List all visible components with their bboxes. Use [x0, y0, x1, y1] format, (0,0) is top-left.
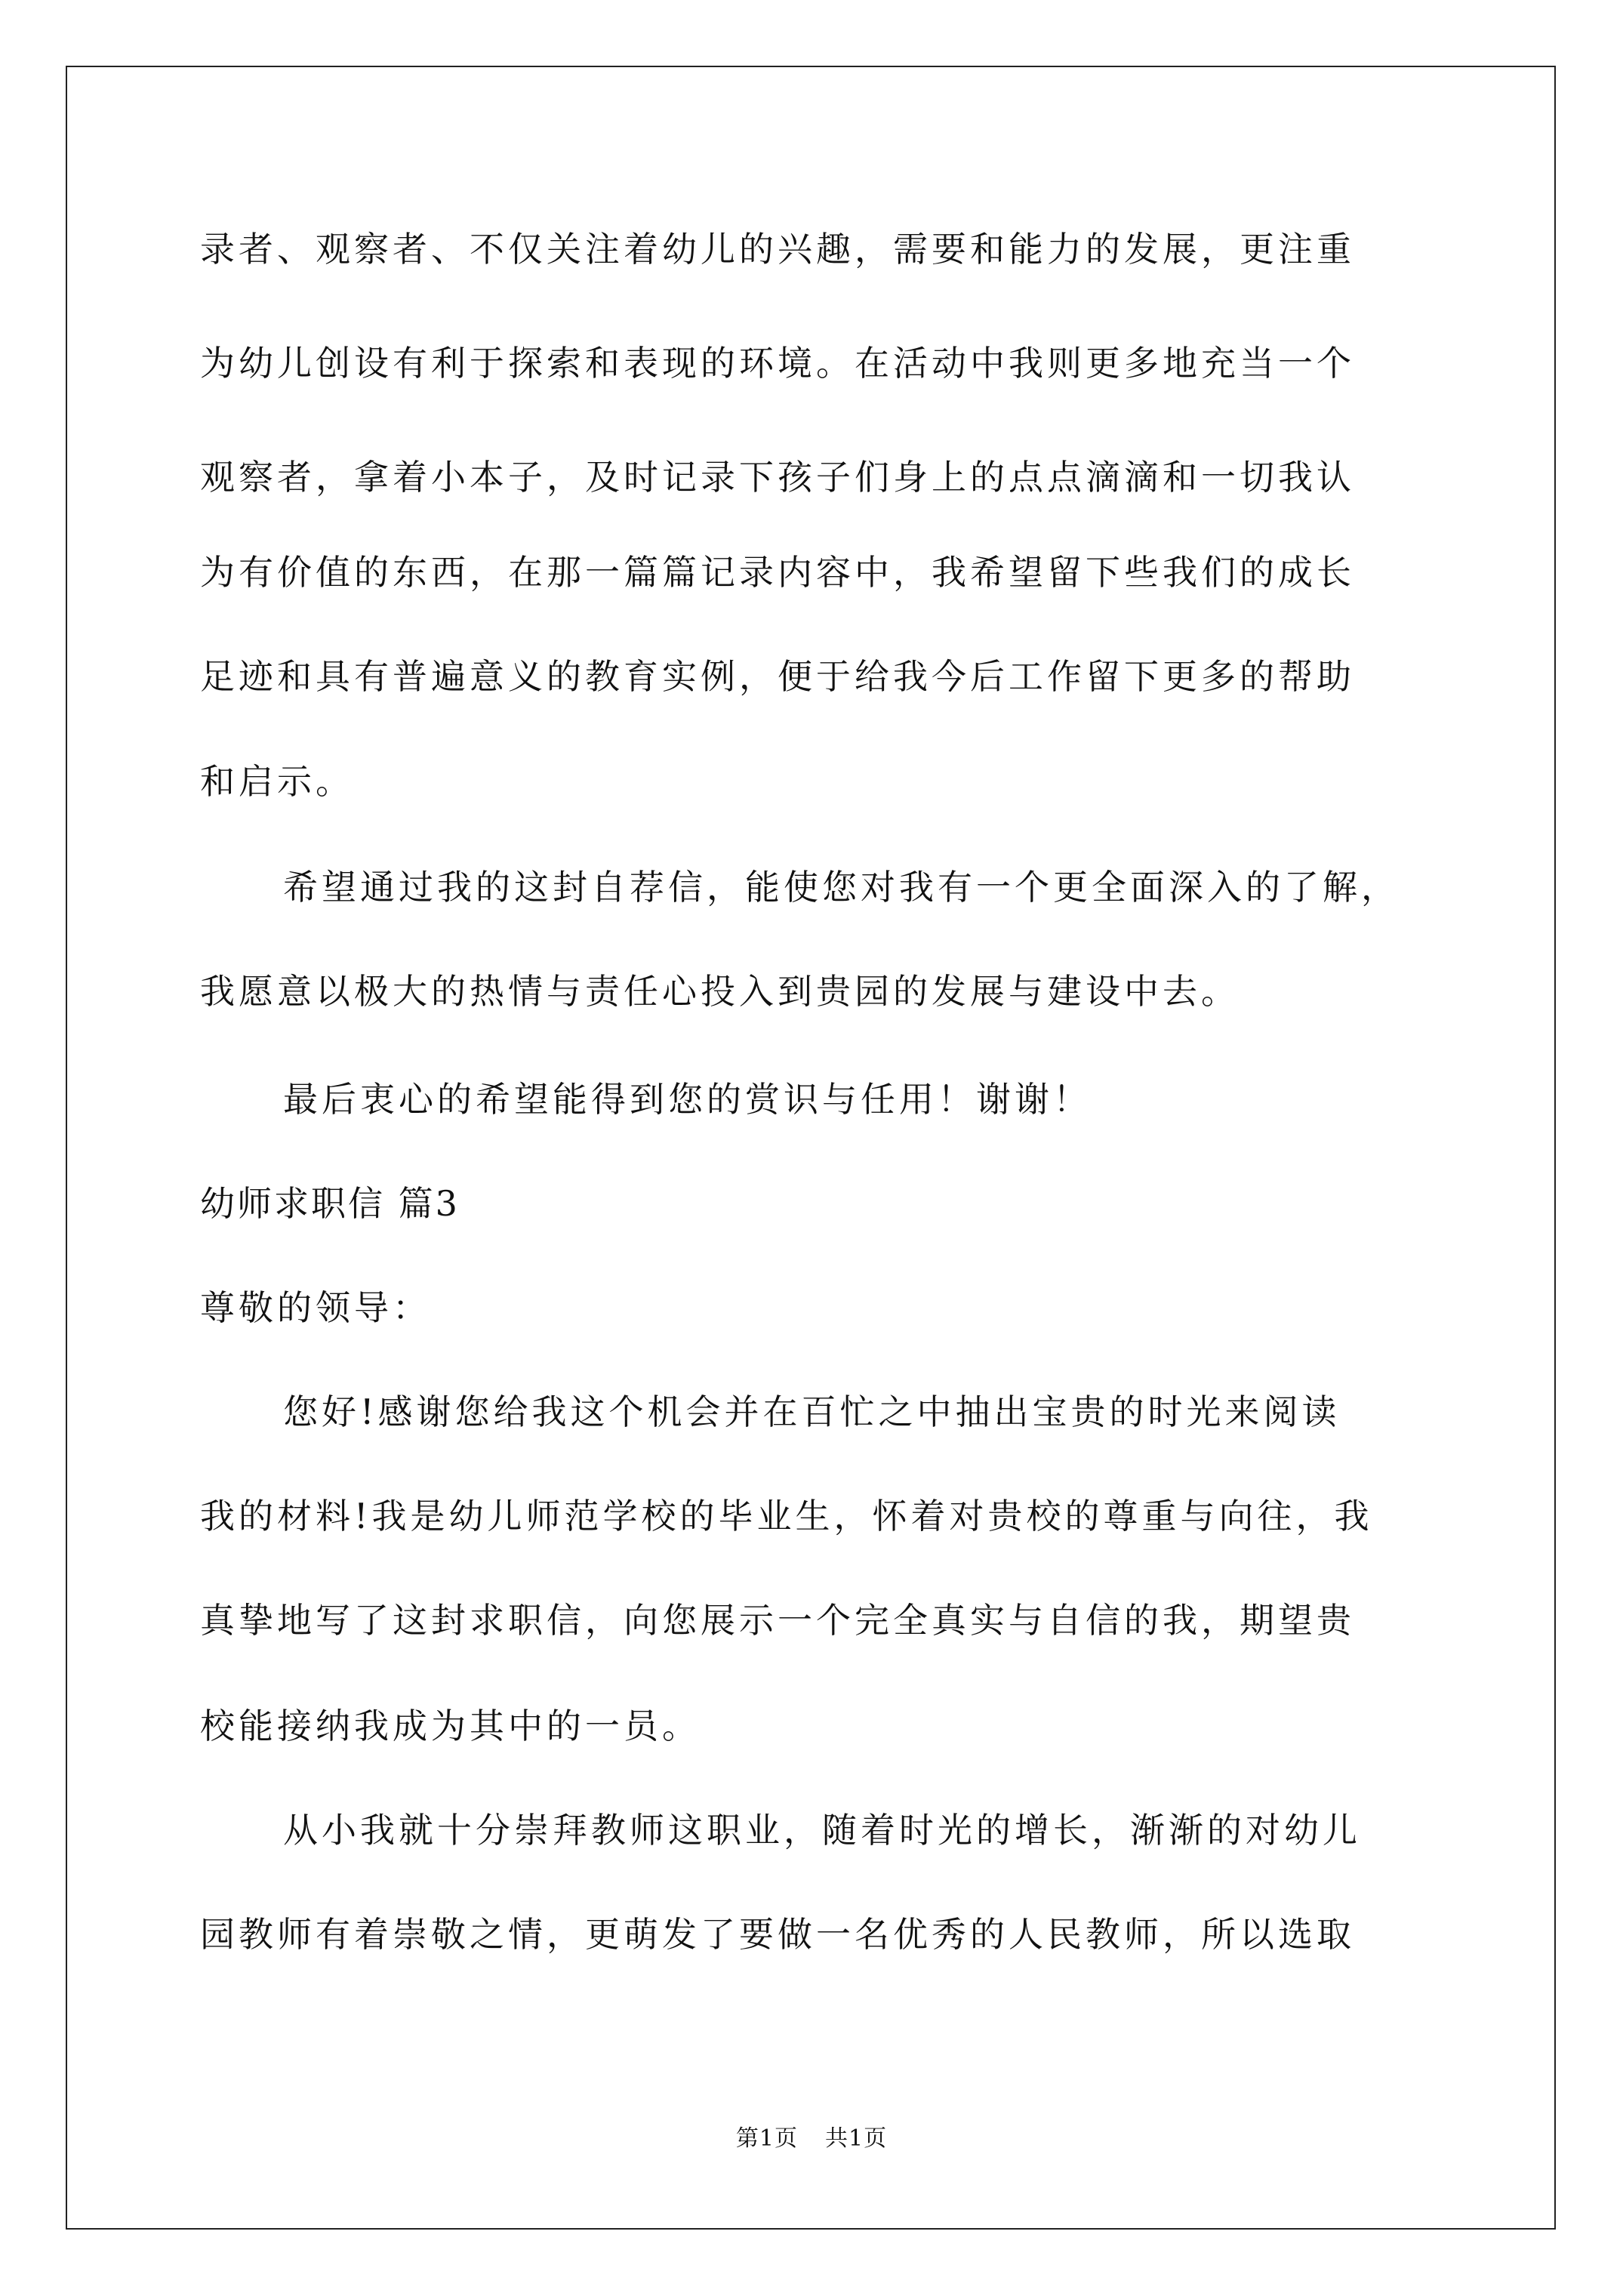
text-line: 真挚地写了这封求职信，向您展示一个完全真实与自信的我，期望贵 [200, 1600, 1355, 1641]
text-line: 为有价值的东西，在那一篇篇记录内容中，我希望留下些我们的成长 [200, 552, 1355, 593]
text-line: 最后衷心的希望能得到您的赏识与任用！谢谢！ [283, 1079, 1092, 1120]
text-line: 园教师有着崇敬之情，更萌发了要做一名优秀的人民教师，所以选取 [200, 1914, 1355, 1955]
text-line: 我愿意以极大的热情与责任心投入到贵园的发展与建设中去。 [200, 971, 1240, 1012]
page-footer [0, 2124, 1623, 2154]
text-line: 足迹和具有普遍意义的教育实例，便于给我今后工作留下更多的帮助 [200, 656, 1355, 697]
page-border [66, 66, 1556, 2230]
text-line: 我的材料!我是幼儿师范学校的毕业生，怀着对贵校的尊重与向往，我 [200, 1496, 1373, 1536]
section-heading: 幼师求职信 篇3 [200, 1183, 460, 1224]
text-line: 观察者，拿着小本子，及时记录下孩子们身上的点点滴滴和一切我认 [200, 457, 1355, 498]
page-total: 共1页 [825, 2125, 888, 2152]
text-line: 您好!感谢您给我这个机会并在百忙之中抽出宝贵的时光来阅读 [283, 1391, 1341, 1432]
text-line: 校能接纳我成为其中的一员。 [200, 1706, 701, 1746]
text-line: 和启示。 [200, 761, 354, 802]
text-line: 录者、观察者、不仅关注着幼儿的兴趣，需要和能力的发展，更注重 [200, 229, 1355, 270]
page-number: 第1页 [735, 2125, 798, 2152]
salutation: 尊敬的领导： [200, 1287, 431, 1328]
text-line: 从小我就十分崇拜教师这职业，随着时光的增长，渐渐的对幼儿 [283, 1810, 1361, 1851]
text-line: 希望通过我的这封自荐信，能使您对我有一个更全面深入的了解， [283, 867, 1400, 908]
text-line: 为幼儿创设有利于探索和表现的环境。在活动中我则更多地充当一个 [200, 343, 1355, 384]
